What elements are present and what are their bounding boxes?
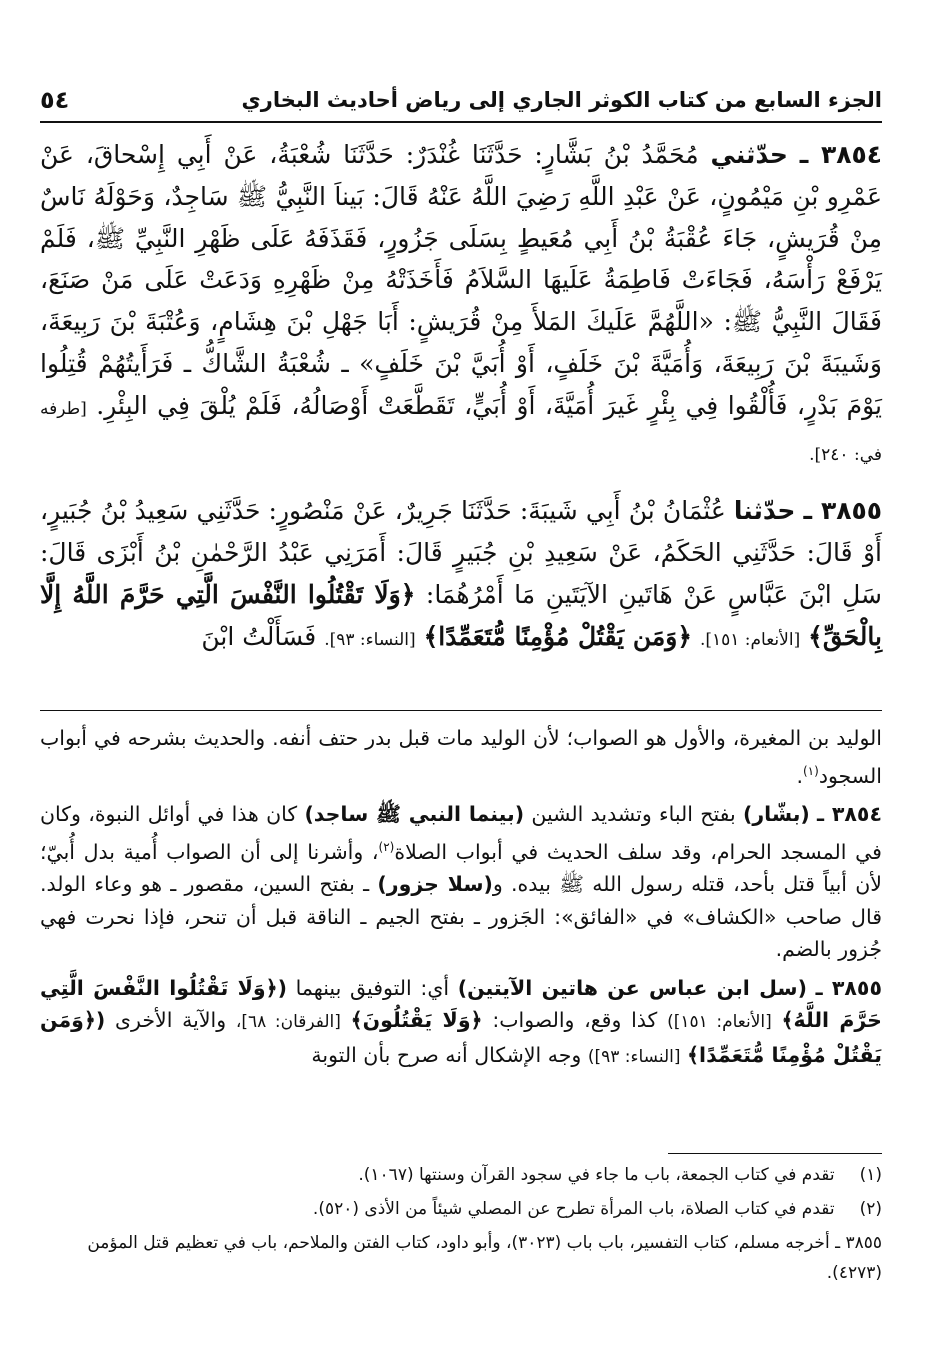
quran-verse: ﴿وَمَن يَقْتُلْ مُؤْمِنًا مُّتَعَمِّدًا﴾ (423, 621, 692, 651)
commentary-quote: (بينما النبي ﷺ ساجد) (304, 802, 525, 827)
commentary-text: الوليد بن المغيرة، والأول هو الصواب؛ لأن الوليد مات قبل بدر حتف أنفه. والحديث بشرحه في أبواب السجود (40, 726, 882, 788)
verse-reference: [الأنعام: ١٥١]) (667, 1012, 772, 1033)
commentary-paragraph (40, 972, 882, 1074)
commentary-heading: (سل ابن عباس عن هاتين الآيتين) (457, 975, 807, 1000)
commentary-text: والآية الأخرى (115, 1008, 227, 1033)
commentary-paragraph (40, 798, 882, 966)
hadith-lead: حدّثني (710, 140, 788, 169)
hadith-number: ٣٨٥٤ ـ (799, 140, 883, 169)
commentary-text: بفتح الباء وتشديد الشين (531, 802, 736, 827)
page-header (40, 78, 882, 122)
quran-verse: ﴿وَلَا يَقْتُلُونَ﴾ (350, 1008, 483, 1033)
verse-reference: [الفرقان: ٦٨]، (235, 1012, 341, 1033)
verse-reference: [الأنعام: ١٥١]. (699, 629, 801, 650)
hadith-body-tail: فَسَأَلْتُ ابْنَ (201, 621, 317, 651)
footnote (40, 1160, 882, 1190)
quran-verse: (﴿وَلَا تَقْتُلُوا النَّفْسَ الَّتِي حَرَّمَ اللَّهُ﴾ (40, 975, 882, 1033)
hadith-lead: حدّثنا (733, 496, 796, 526)
hadith-3854 (40, 134, 882, 476)
commentary-text: كان هذا في أوائل النبوة، وكان في المسجد الحرام، وقد سلف الحديث في أبواب الصلاة (40, 802, 882, 864)
verse-reference: [النساء: ٩٣]. (324, 629, 416, 650)
commentary-text: كذا وقع، والصواب: (492, 1008, 658, 1033)
quran-verse: ﴿وَلَا تَقْتُلُوا النَّفْسَ الَّتِي حَرَّمَ اللَّهُ إِلَّا بِالْحَقِّ﴾ (40, 579, 882, 651)
cross-reference: [طرفه في: ٢٤٠]. (40, 398, 882, 465)
hadith-body: مُحَمَّدُ بْنُ بَشَّارٍ: حَدَّثَنَا غُنْدَرٌ: حَدَّثَنَا شُعْبَةُ، عَنْ أَبِي إِسْحاقَ، عَنْ عَمْرِو بْنِ مَيْمُونٍ، عَنْ عَبْدِ اللَّهِ رَضِيَ اللَّهُ عَنْهُ قَالَ: بَيناَ النَّبِيُّ ﷺ سَاجِدٌ، وَحَوْلَهُ نَاسٌ مِنْ قُرَيشٍ، جَاءَ عُقْبَةُ بْنُ أَبِي مُعَيطٍ بِسَلَى جَزُورٍ، فَقَذَفَهُ عَلَى ظَهْرِ النَّبِيِّ ﷺ، فَلَمْ يَرْفَعْ رَأْسَهُ، فَجَاءَتْ فَاطِمَةُ عَلَيهَا السَّلاَمُ فَأَخَذَتْهُ مِنْ ظَهْرِهِ وَدَعَتْ عَلَى مَنْ صَنَعَ، فَقَالَ النَّبِيُّ ﷺ: «اللَّهُمَّ عَلَيكَ المَلأَ مِنْ قُرَيشٍ: أَبَا جَهْلِ بْنَ هِشَامٍ، وَعُتْبَةَ بْنَ رَبِيعَةَ، وَشَيبَةَ بْنَ رَبِيعَةَ، وَأُمَيَّةَ بْنَ خَلَفٍ، أَوْ أُبَيَّ بْنَ خَلَفٍ» ـ شُعْبَةُ الشَّاكُّ ـ فَرَأَيتُهُمْ قُتِلُوا يَوْمَ بَدْرٍ، فَأُلْقُوا فِي بِئْرٍ غَيرَ أُمَيَّةَ، أَوْ أُبَيٍّ، تَقَطَّعَتْ أَوْصَالُهُ، فَلَمْ يُلْقَ فِي البِئْرِ. (40, 140, 882, 420)
quran-verse: (﴿وَمَن يَقْتُلْ مُؤْمِنًا مُّتَعَمِّدًا﴾ (40, 1008, 882, 1067)
footnote-text: أخرجه مسلم، كتاب التفسير، باب باب (٣٠٢٣)، وأبو داود، كتاب الفتن والملاحم، باب في تعظيم قتل المؤمن (٤٢٧٣). (87, 1233, 882, 1283)
header-rule (40, 121, 882, 123)
commentary-text: ، وأشرنا إلى أن الصواب أُمية بدل أُبيّ؛ لأن أبياً قتل بأحد، قتله رسول الله ﷺ بيده. و (40, 839, 883, 897)
footnote-divider (668, 1153, 882, 1154)
commentary-number: ٣٨٥٤ ـ (817, 802, 882, 827)
footnote-marker: (١) (859, 1165, 882, 1185)
footnote (40, 1194, 882, 1224)
footnote-text: تقدم في كتاب الجمعة، باب ما جاء في سجود القرآن وسنتها (١٠٦٧). (358, 1165, 835, 1185)
spacer (40, 476, 882, 490)
verse-reference: [النساء: ٩٣]) (587, 1047, 681, 1067)
commentary-number: ٣٨٥٥ ـ (815, 975, 882, 1000)
commentary-text: أي: التوفيق بينهما (295, 975, 450, 1000)
commentary (40, 722, 882, 1074)
commentary-divider (40, 710, 882, 711)
running-title: الجزء السابع من كتاب الكوثر الجاري إلى رياض أحاديث البخاري (241, 88, 882, 112)
footnote (40, 1228, 882, 1288)
hadith-number: ٣٨٥٥ ـ (803, 496, 883, 526)
footnote-text: تقدم في كتاب الصلاة، باب المرأة تطرح عن المصلي شيئاً من الأذى (٥٢٠). (312, 1199, 835, 1219)
footnotes (40, 1160, 882, 1292)
commentary-heading: (بشّار) (742, 802, 810, 827)
footnote-ref: (٢) (378, 839, 395, 854)
footnote-marker: (٢) (859, 1199, 882, 1219)
hadith-body: عُثْمَانُ بْنُ أَبِي شَيبَةَ: حَدَّثَنَا جَرِيرٌ، عَنْ مَنْصُورٍ: حَدَّثَنِي سَعِيدُ بْنُ جُبَيرٍ، أَوْ قَالَ: حَدَّثَنِي الحَكَمُ، عَنْ سَعِيدِ بْنِ جُبَيرٍ قَالَ: أَمَرَنِي عَبْدُ الرَّحْمٰنِ بْنُ أَبْزَى قَالَ: سَلِ ابْنَ عَبَّاسٍ عَنْ هَاتَينِ الآيَتَينِ مَا أَمْرُهُمَا: (40, 496, 883, 609)
hadith-text (40, 134, 882, 662)
footnote-ref: (١) (802, 763, 819, 778)
commentary-text: ـ بفتح السين، مقصور ـ هو وعاء الولد. قال صاحب «الكشاف» في «الفائق»: الجَزور ـ بفتح الجيم ـ الناقة قبل أن تنحر، فإذا نحرت فهي جُزور بالضم. (40, 872, 882, 962)
commentary-quote: (سلا جزور) (377, 872, 493, 897)
hadith-3855 (40, 490, 882, 661)
commentary-text: وجه الإشكال أنه صرح بأن التوبة (311, 1043, 582, 1067)
footnote-marker: ٣٨٥٥ ـ (835, 1233, 882, 1253)
commentary-paragraph: الوليد بن المغيرة، والأول هو الصواب؛ لأن الوليد مات قبل بدر حتف أنفه. والحديث بشرحه في أبواب السجود$^{(١)}$. (40, 726, 882, 788)
page-number: ٥٤ (40, 86, 70, 114)
